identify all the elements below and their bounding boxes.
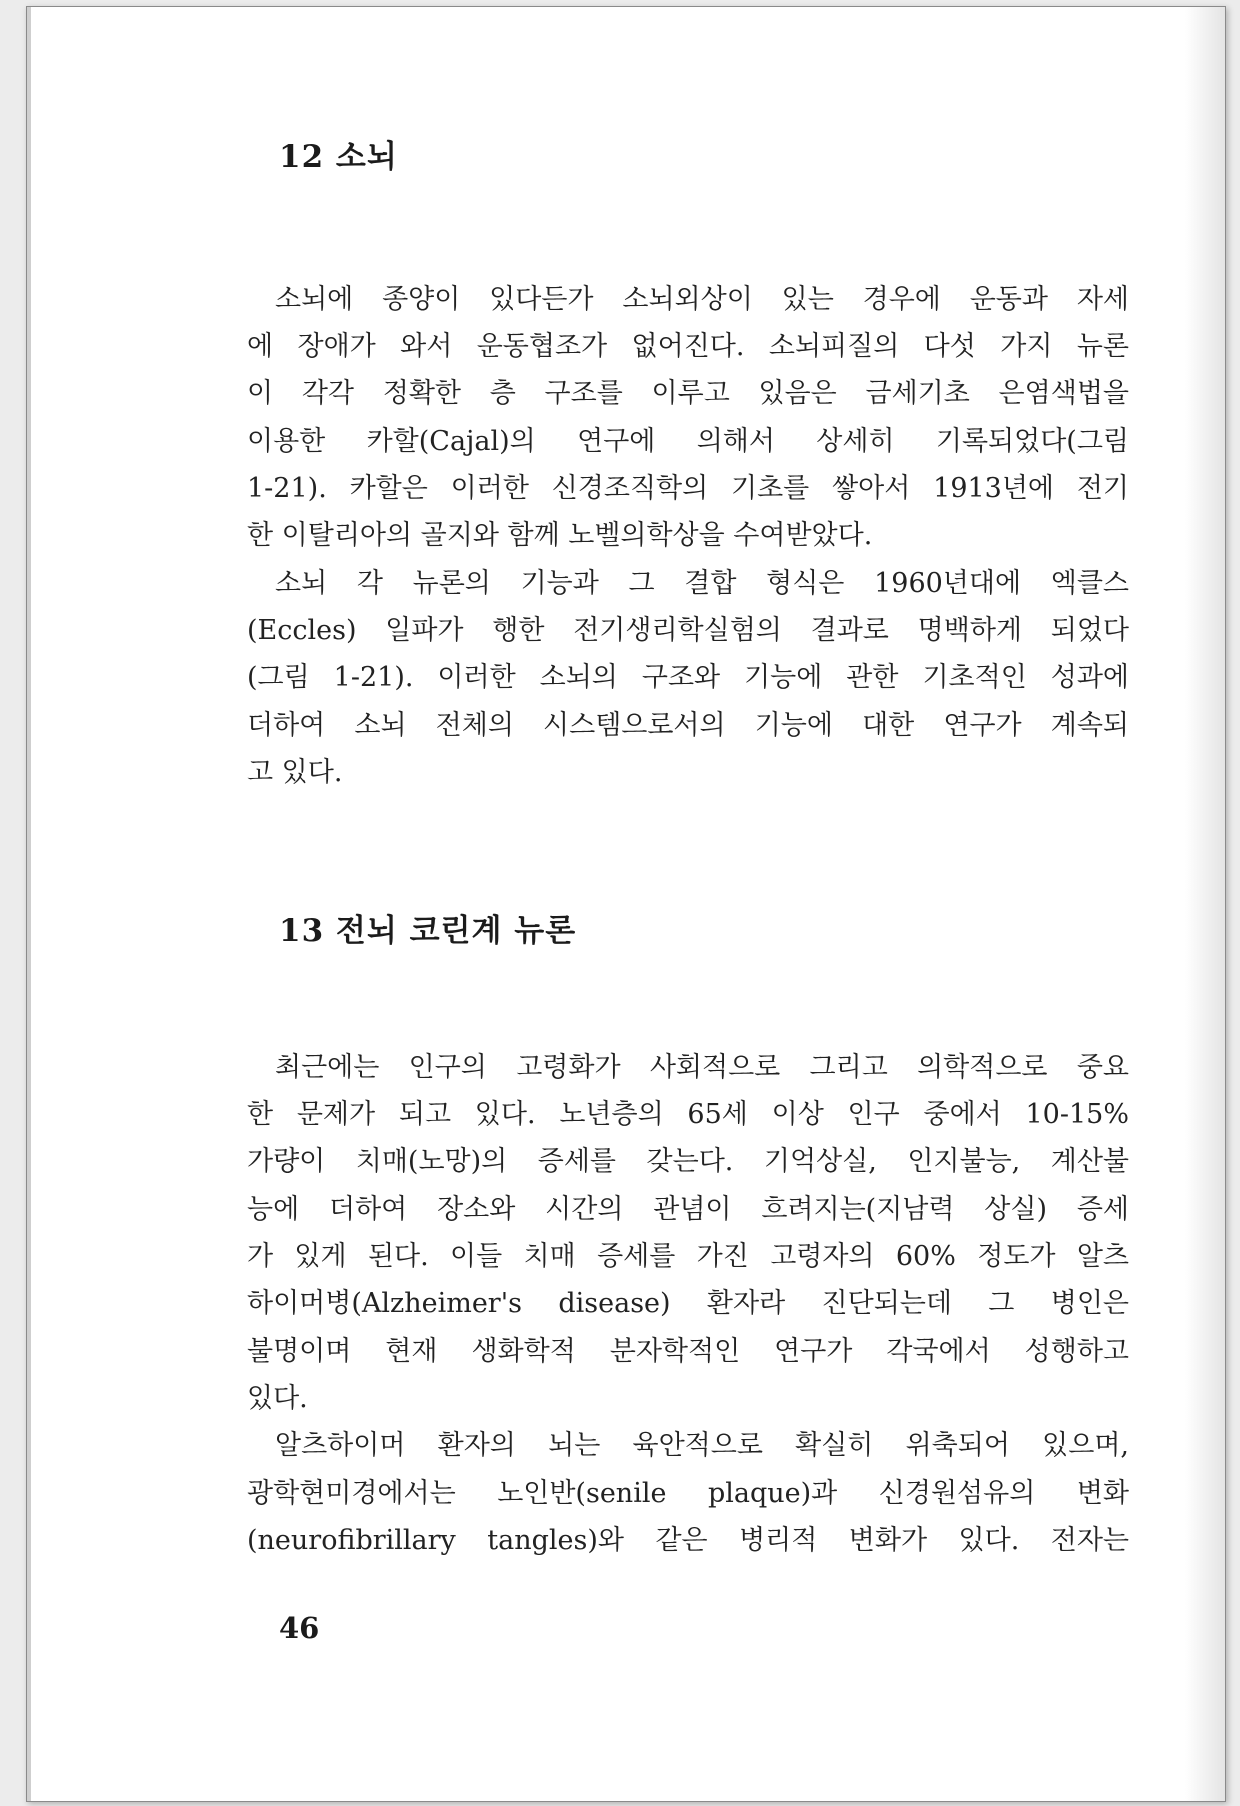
paragraph-line: 능에 더하여 장소와 시간의 관념이 흐려지는(지남력 상실) 증세 — [247, 1194, 1129, 1225]
paragraph-line: 광학현미경에서는 노인반(senile plaque)과 신경원섬유의 변화 — [247, 1478, 1129, 1509]
section-heading-cholinergic-neurons: 13 전뇌 코린계 뉴론 — [279, 913, 577, 949]
page-edge — [27, 7, 31, 1801]
page-number: 46 — [279, 1611, 320, 1645]
paragraph-line: 소뇌 각 뉴론의 기능과 그 결합 형식은 1960년대에 엑클스 — [275, 568, 1129, 599]
paragraph-line: 가 있게 된다. 이들 치매 증세를 가진 고령자의 60% 정도가 알츠 — [247, 1241, 1129, 1272]
paragraph-line: 소뇌에 종양이 있다든가 소뇌외상이 있는 경우에 운동과 자세 — [275, 284, 1129, 315]
paragraph-line: 1-21). 카할은 이러한 신경조직학의 기초를 쌓아서 1913년에 전기 — [247, 473, 1129, 504]
paragraph-line: 최근에는 인구의 고령화가 사회적으로 그리고 의학적으로 중요 — [275, 1052, 1129, 1083]
paragraph-line: 하이머병(Alzheimer's disease) 환자라 진단되는데 그 병인은 — [247, 1288, 1129, 1319]
paragraph-line: (neurofibrillary tangles)와 같은 병리적 변화가 있다. 전자는 — [247, 1525, 1129, 1556]
paragraph-line: (그림 1-21). 이러한 소뇌의 구조와 기능에 관한 기초적인 성과에 — [247, 662, 1129, 693]
paragraph-line: (Eccles) 일파가 행한 전기생리학실험의 결과로 명백하게 되었다 — [247, 615, 1129, 646]
paragraph-line: 알츠하이머 환자의 뇌는 육안적으로 확실히 위축되어 있으며, — [275, 1430, 1129, 1461]
section-heading-cerebellum: 12 소뇌 — [279, 139, 398, 175]
paragraph-line: 있다. — [247, 1383, 308, 1414]
paragraph-line: 한 문제가 되고 있다. 노년층의 65세 이상 인구 중에서 10-15% — [247, 1099, 1129, 1130]
paragraph-line: 한 이탈리아의 골지와 함께 노벨의학상을 수여받았다. — [247, 520, 873, 551]
paragraph-line: 이 각각 정확한 층 구조를 이루고 있음은 금세기초 은염색법을 — [247, 378, 1129, 409]
paragraph-line: 불명이며 현재 생화학적 분자학적인 연구가 각국에서 성행하고 — [247, 1336, 1129, 1367]
paragraph-line: 이용한 카할(Cajal)의 연구에 의해서 상세히 기록되었다(그림 — [247, 426, 1129, 457]
paragraph-line: 더하여 소뇌 전체의 시스템으로서의 기능에 대한 연구가 계속되 — [247, 710, 1129, 741]
paragraph-line: 에 장애가 와서 운동협조가 없어진다. 소뇌피질의 다섯 가지 뉴론 — [247, 331, 1129, 362]
page-shadow — [1185, 7, 1225, 1801]
book-page — [26, 6, 1226, 1802]
paragraph-line: 가량이 치매(노망)의 증세를 갖는다. 기억상실, 인지불능, 계산불 — [247, 1146, 1129, 1177]
paragraph-line: 고 있다. — [247, 757, 343, 788]
